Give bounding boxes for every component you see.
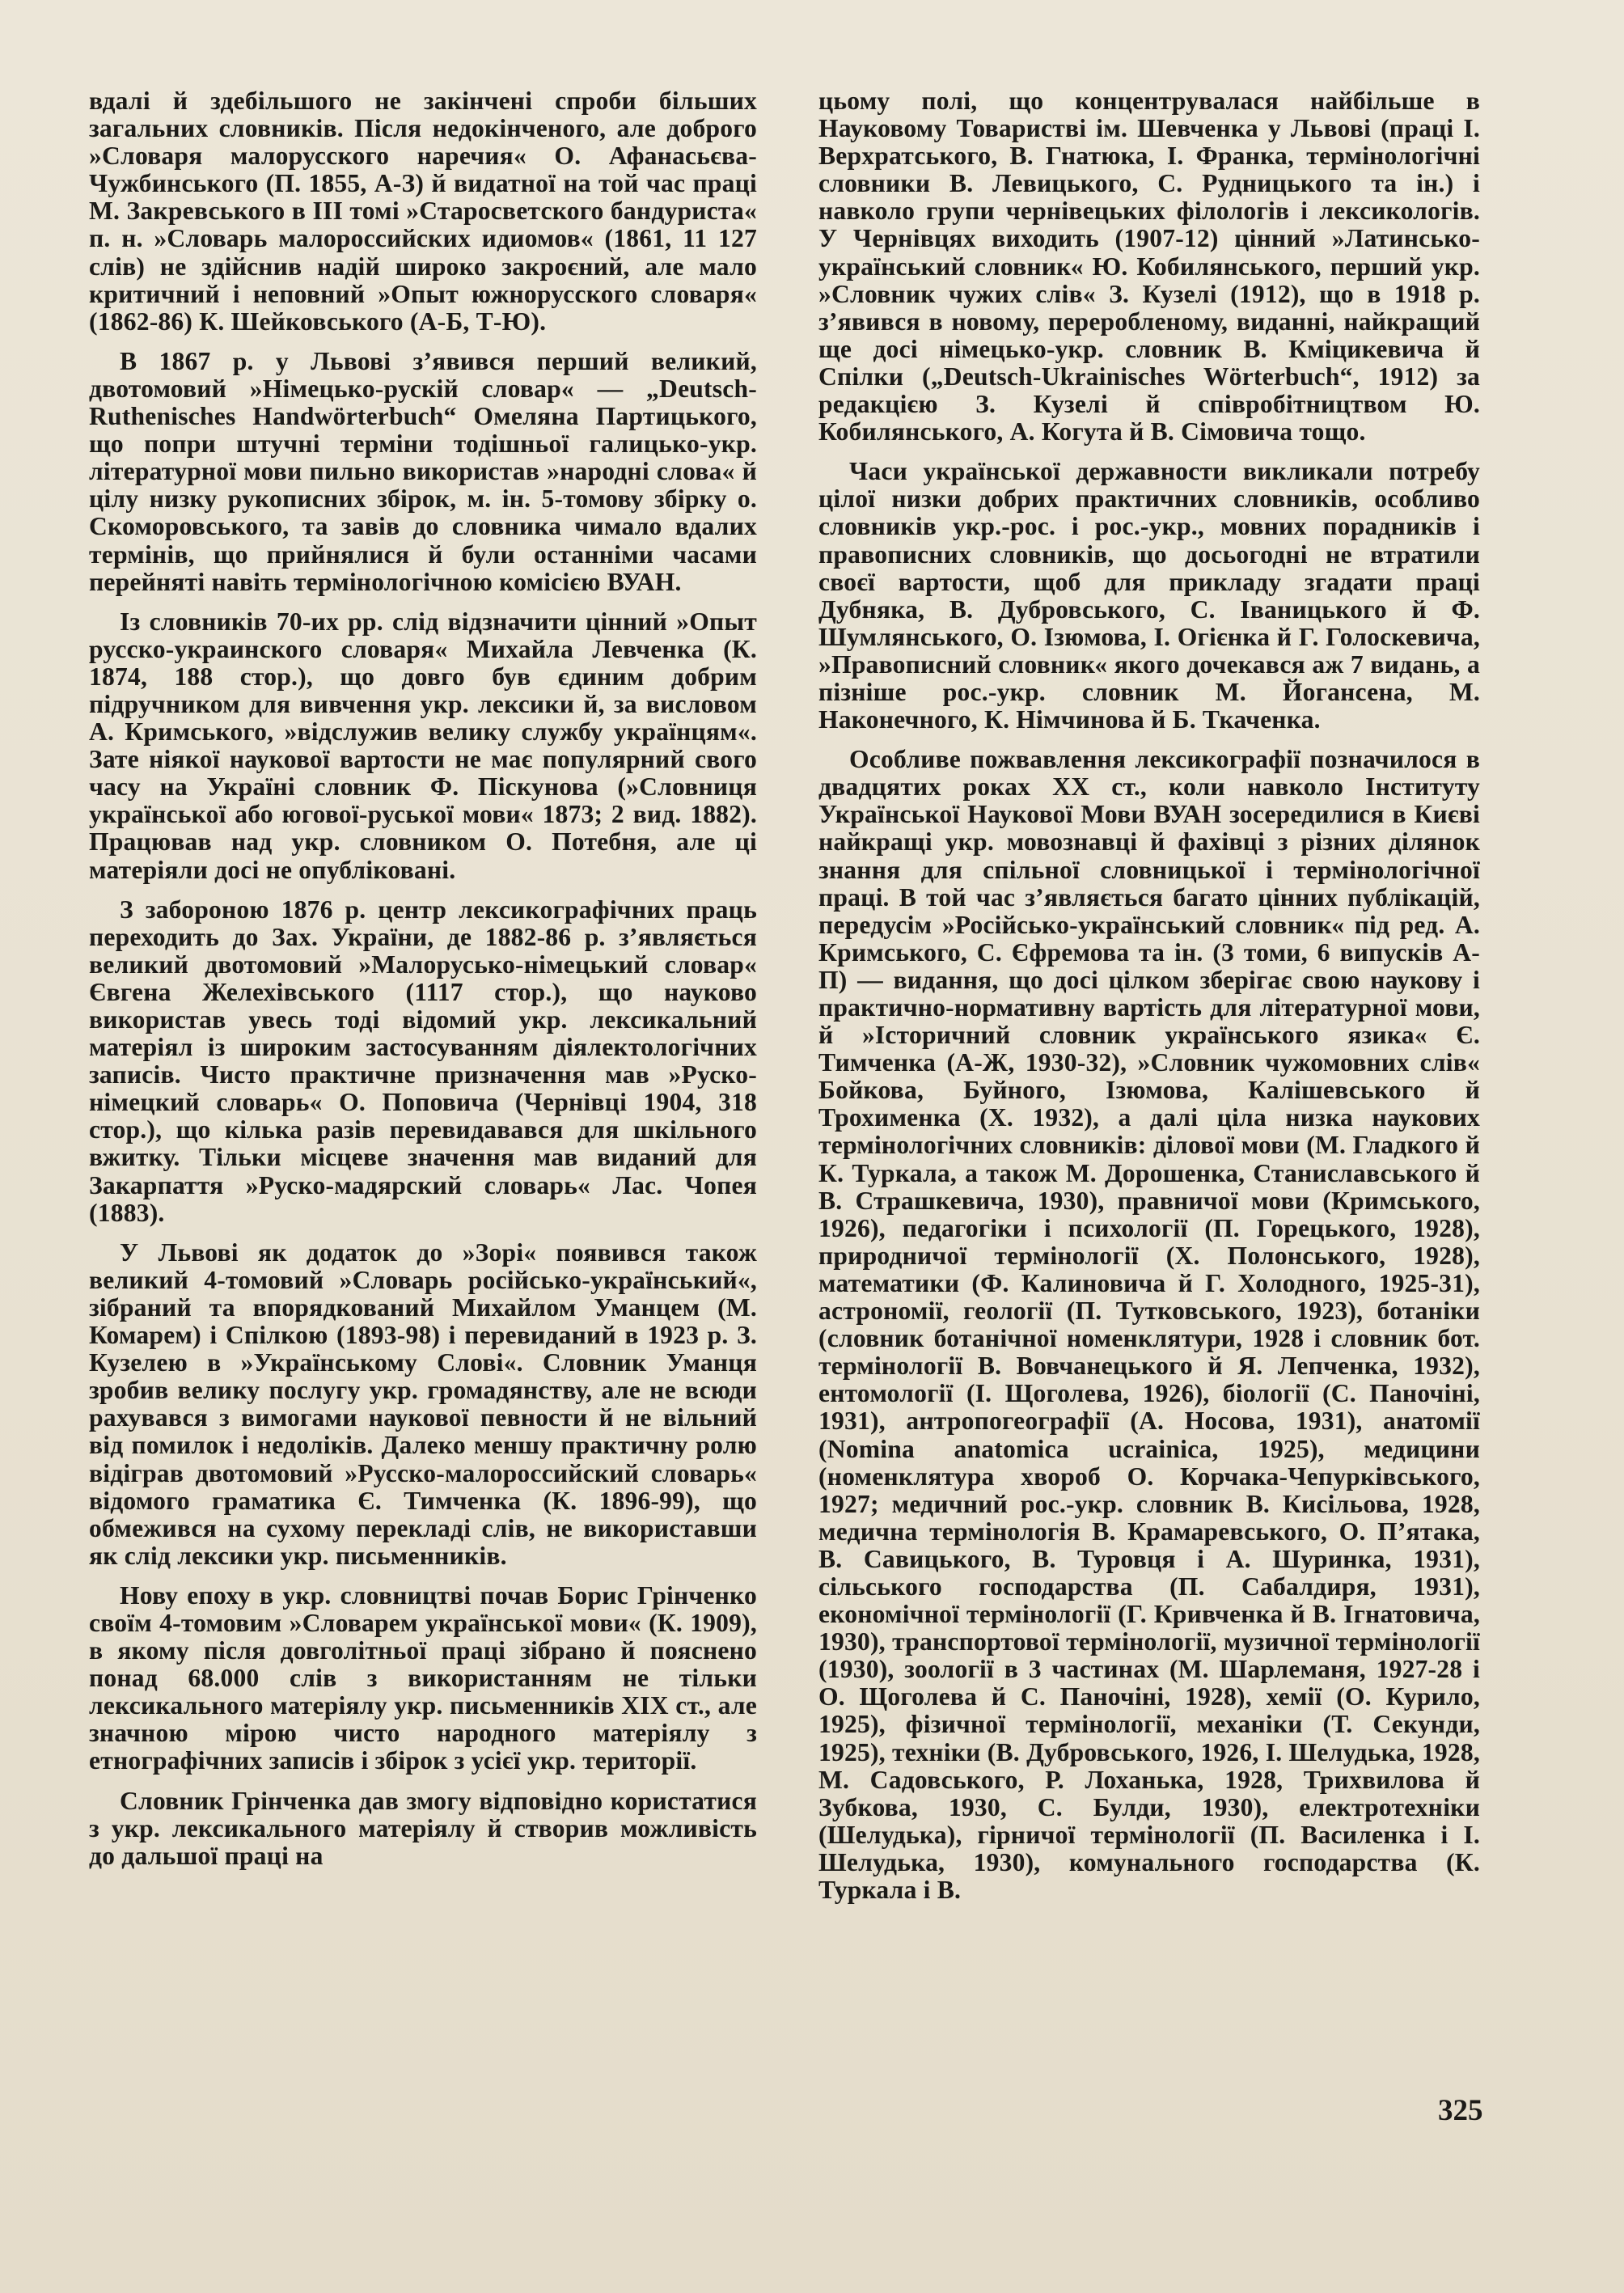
paragraph: вдалі й здебільшого не закінчені спроби більших загальних словників. Після недокінченого, але доброго »Словаря малорусского наречия« О. Афанасьєва-Чужбинського (П. 1855, А-З) й видатної на той час праці М. Закревського в III томі »Старосветского бандуриста« п. н. »Словарь малороссийских идиомов« (1861, 11 127 слів) не здійснив надій широко закроєний, але мало критичний і неповний »Опыт южнорусского словаря« (1862-86) К. Шейковського (А-Б, Т-Ю). [89,87,757,336]
paragraph: В 1867 р. у Львові з’явився перший великий, двотомовий »Німецько-рускій словар« — „Deutsch-Ruthenisches Handwörterbuch“ Омеляна Партицького, що попри штучні терміни тодішньої галицько-укр. літературної мови пильно використав »народні слова« й цілу низку рукописних збірок, м. ін. 5-томову збірку о. Скоморовського, та завів до словника чимало вдалих термінів, що прийнялися й були останніми часами перейняті навіть термінологічною комісією ВУАН. [89,346,757,596]
paragraph: Нову епоху в укр. словництві почав Борис Грінченко своїм 4-томовим »Словарем української мови« (К. 1909), в якому після довголітньої праці зібрано й пояснено понад 68.000 слів з використанням не тільки лексикального матеріялу укр. письменників XIX ст., але значною мірою чисто народного матеріялу з етнографічних записів і збірок з усієї укр. території. [89,1580,757,1775]
paragraph: Із словників 70-их рр. слід відзначити цінний »Опыт русско-украинского словаря« Михайла Левченка (К. 1874, 188 стор.), що довго був єдиним добрим підручником для вивчення укр. лексики й, за висловом А. Кримського, »відслужив велику службу українцям«. Зате ніякої наукової вартости не має популярний свого часу на Україні словник Ф. Піскунова (»Словниця української або югової-руської мови« 1873; 2 вид. 1882). Працював над укр. словником О. Потебня, але ці матеріяли досі не опубліковані. [89,607,757,884]
paragraph: Часи української державности викликали потребу цілої низки добрих практичних словників, особливо словників укр.-рос. і рос.-укр., мовних порадників і правописних словників, що досьогодні не втратили своєї вартости, щоб для прикладу згадати праці Дубняка, В. Дубровського, С. Іваницького й Ф. Шумлянського, О. Ізюмова, І. Огієнка й Г. Голоскевича, »Правописний словник« якого дочекався аж 7 видань, а пізніше рос.-укр. словник М. Йогансена, М. Наконечного, К. Німчинова й Б. Ткаченка. [818,457,1480,734]
paragraph: У Львові як додаток до »Зорі« появився також великий 4-томовий »Словарь російсько-український«, зібраний та впорядкований Михайлом Уманцем (М. Комарем) і Спілкою (1893-98) і перевиданий в 1923 р. З. Кузелею в »Українському Слові«. Словник Уманця зробив велику послугу укр. громадянству, але не всюди рахувався з вимогами наукової певности й не вільний від помилок і недоліків. Далеко меншу практичну ролю відіграв двотомовий »Русско-малороссийский словарь« відомого граматика Є. Тимченка (К. 1896-99), що обмежився на сухому перекладі слів, не використавши як слід лексики укр. письменників. [89,1237,757,1570]
paragraph: З забороною 1876 р. центр лексикографічних праць переходить до Зах. України, де 1882-86 р. з’являється великий двотомовий »Малорусько-німецький словар« Євгена Желехівського (1117 стор.), що науково використав увесь тоді відомий укр. лексикальний матеріял із широким застосуванням діялектологічних записів. Чисто практичне призначення мав »Руско-німецкий словарь« О. Поповича (Чернівці 1904, 318 стор.), що кілька разів перевидавався для шкільного вжитку. Тільки місцеве значення мав виданий для Закарпаття »Руско-мадярский словарь« Лас. Чопея (1883). [89,895,757,1227]
paragraph: Словник Грінченка дав змогу відповідно користатися з укр. лексикального матеріялу й створив можливість до дальшої праці на [89,1786,757,1870]
right-column [818,87,1480,1916]
page-number: 325 [1438,2094,1483,2127]
paragraph: цьому полі, що концентрувалася найбільше в Науковому Товаристві ім. Шевченка у Львові (праці І. Верхратського, В. Гнатюка, І. Франка, термінологічні словники В. Левицького, С. Рудницького та ін.) і навколо групи чернівецьких філологів і лексикологів. У Чернівцях виходить (1907-12) цінний »Латинсько-український словник« Ю. Кобилянського, перший укр. »Словник чужих слів« З. Кузелі (1912), що в 1918 р. з’явився в новому, переробленому, виданні, найкращий ще досі німецько-укр. словник В. Кміцикевича й Спілки („Deutsch-Ukrainisches Wörterbuch“, 1912) за редакцією З. Кузелі й співробітництвом Ю. Кобилянського, А. Когута й В. Сімовича тощо. [818,87,1480,446]
left-column [89,87,757,1882]
paragraph: Особливе пожвавлення лексикографії позначилося в двадцятих роках XX ст., коли навколо Інституту Української Наукової Мови ВУАН зосередилися в Києві найкращі укр. мовознавці й фахівці з різних ділянок знання для спільної словницької і термінологічної праці. В той час з’являється багато цінних публікацій, передусім »Російсько-український словник« під ред. А. Кримського, С. Єфремова та ін. (3 томи, 6 випусків А-П) — видання, що досі цілком зберігає свою наукову і практично-нормативну вартість для літературної мови, й »Історичний словник українського язика« Є. Тимченка (А-Ж, 1930-32), »Словник чужомовних слів« Бойкова, Буйного, Ізюмова, Калішевського й Трохименка (Х. 1932), а далі ціла низка наукових термінологічних словників: ділової мови (М. Гладкого й К. Туркала, а також М. Дорошенка, Станиславського й В. Страшкевича, 1930), правничої мови (Кримського, 1926), педагогіки і психології (П. Горецького, 1928), природничої термінології (Х. Полонського, 1928), математики (Ф. Калиновича й Г. Холодного, 1925-31), астрономії, геології (П. Тутковського, 1923), ботаніки (словник ботанічної номенклятури, 1928 і словник бот. термінології В. Вовчанецького й Я. Лепченка, 1932), ентомології (І. Щоголева, 1926), біології (С. Паночіні, 1931), антропогеографії (А. Носова, 1931), анатомії (Nomina anatomica ucrainica, 1925), медицини (номенклятура хвороб О. Корчака-Чепурківського, 1927; медичний рос.-укр. словник В. Кисільова, 1928, медична термінологія В. Крамаревського, О. П’ятака, В. Савицького, В. Туровця і А. Шуринка, 1931), сільського господарства (П. Сабалдиря, 1931), економічної термінології (Г. Кривченка й В. Ігнатовича, 1930), транспортової термінології, музичної термінології (1930), зоології в 3 частинах (М. Шарлеманя, 1927-28 і О. Щоголева й С. Паночіні, 1928), хемії (О. Курило, 1925), фізичної термінології, механіки (Т. Секунди, 1925), техніки (В. Дубровського, 1926, І. Шелудька, 1928, М. Садовського, Р. Лоханька, 1928, Трихвилова й Зубкова, 1930, С. Булди, 1930), електротехніки (Шелудька), гірничої термінології (П. Василенка і І. Шелудька, 1930), комунального господарства (К. Туркала і В. [818,745,1480,1904]
